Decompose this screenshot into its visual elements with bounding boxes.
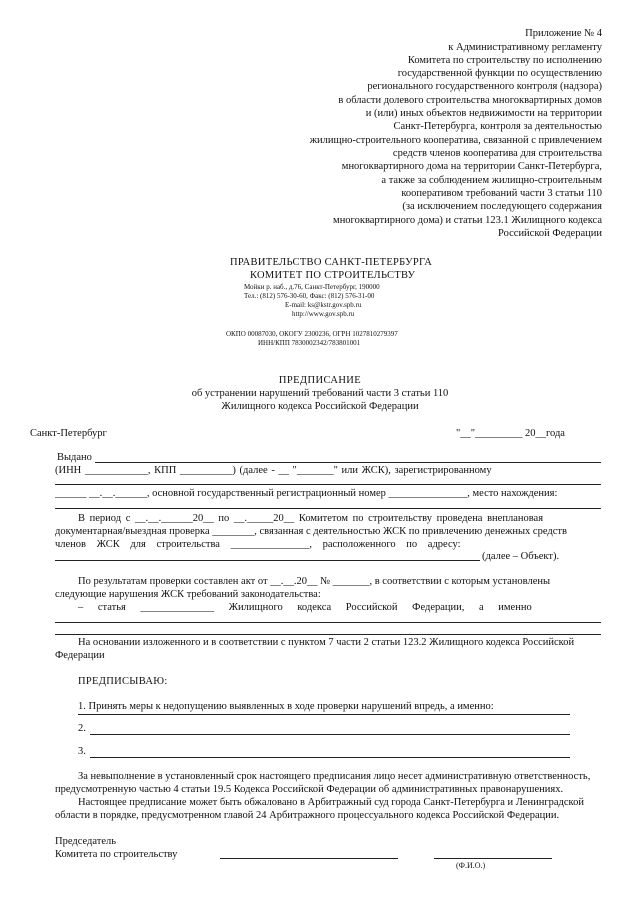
annex-line: и (или) иных объектов недвижимости на территории (365, 108, 602, 119)
signatory-role: Комитета по строительству (55, 849, 178, 860)
liability-line: области в порядке, предусмотренном главой 24 Арбитражного процессуального кодекса Российской Федерации. (55, 810, 560, 821)
annex-line: Комитета по строительству по исполнению (407, 55, 602, 66)
annex-line: кооперативом требований части 3 статьи 110 (401, 188, 602, 199)
issued-label: Выдано (57, 452, 92, 463)
period-line: членов ЖСК для строительства _______________, расположенного по адресу: (55, 539, 461, 550)
annex-line: к Административному регламенту (448, 42, 602, 53)
name-line (434, 858, 552, 859)
document-subtitle: об устранении нарушений требований части 3 статьи 110 (191, 388, 449, 399)
issued-inn-line: (ИНН ____________, КПП __________) (далее - __ "_______" или ЖСК), зарегистрированному (55, 465, 492, 476)
liability-line: За невыполнение в установленный срок настоящего предписания лицо несет административную ответственность, (78, 771, 591, 782)
blank-line (55, 508, 601, 509)
annex-line: Приложение № 4 (525, 28, 602, 39)
period-line: В период с __.__.______20__ по __._____20__ Комитетом по строительству проведена внеплановая (78, 513, 544, 524)
liability-line: предусмотренную частью 4 статьи 19.5 Кодекса Российской Федерации об административных правонарушениях. (55, 784, 564, 795)
annex-line: Российской Федерации (498, 228, 602, 239)
blank-line (55, 622, 601, 623)
government-name: ПРАВИТЕЛЬСТВО САНКТ-ПЕТЕРБУРГА (230, 257, 433, 268)
annex-line: государственной функции по осуществлению (397, 68, 602, 79)
results-line: По результатам проверки составлен акт от __.__.20__ № _______, в соответствии с которым установлены (78, 576, 551, 587)
signature-line (220, 858, 398, 859)
order-item-1: 1. Принять меры к недопущению выявленных в ходе проверки нарушений впредь, а именно: (78, 701, 494, 712)
city: Санкт-Петербург (30, 428, 107, 439)
fio-caption: (Ф.И.О.) (456, 861, 486, 870)
committee-site: http://www.gov.spb.ru (292, 310, 355, 318)
object-note: (далее – Объект). (482, 551, 560, 562)
basis-line: Федерации (55, 650, 105, 661)
blank-line (55, 634, 601, 635)
annex-line: в области долевого строительства многоквартирных домов (338, 95, 602, 106)
issued-ogrn-line: ______ __.__.______, основной государственный регистрационный номер _______________, место нахождения: (55, 488, 558, 499)
annex-line: многоквартирного дома) и статьи 123.1 Жилищного кодекса (333, 215, 602, 226)
results-line: следующие нарушения ЖСК требований законодательства: (55, 589, 321, 600)
blank-line (90, 734, 570, 735)
document-title: ПРЕДПИСАНИЕ (278, 375, 362, 386)
results-line: – статья ______________ Жилищного кодекса Российской Федерации, а именно (78, 602, 532, 613)
blank-line (78, 714, 570, 715)
committee-email: E-mail: ks@kstr.gov.spb.ru (285, 301, 362, 309)
basis-line: На основании изложенного и в соответствии с пунктом 7 части 2 статьи 123.2 Жилищного кодекса Российской (78, 637, 575, 648)
committee-okpo: ОКПО 00087030, ОКОГУ 2300236, ОГРН 1027810279397 (226, 330, 398, 338)
annex-line: (за исключением последующего содержания (402, 201, 602, 212)
annex-line: многоквартирного дома на территории Санкт-Петербурга, (341, 161, 602, 172)
annex-line: средств членов кооператива для строительства (392, 148, 602, 159)
order-item-3: 3. (78, 746, 86, 757)
issued-line (95, 462, 601, 463)
annex-line: регионального государственного контроля (надзора) (367, 81, 602, 92)
date-field: "__"_________ 20__года (456, 428, 565, 439)
committee-name: КОМИТЕТ ПО СТРОИТЕЛЬСТВУ (250, 270, 416, 281)
committee-address: Мойки р. наб., д.76, Санкт-Петербург, 190000 (244, 283, 380, 291)
order-heading: ПРЕДПИСЫВАЮ: (78, 676, 168, 687)
blank-line (55, 484, 601, 485)
annex-line: Санкт-Петербурга, контроля за деятельностью (393, 121, 602, 132)
committee-phones: Тел.: (812) 576-30-60, Факс: (812) 576-31-00 (244, 292, 375, 300)
document-subtitle: Жилищного кодекса Российской Федерации (221, 401, 419, 412)
address-line (55, 560, 480, 561)
period-line: документарная/выездная проверка ________, связанная с деятельностью ЖСК по привлечению денежных средств (55, 526, 567, 537)
annex-line: а также за соблюдением жилищно-строительным (381, 175, 602, 186)
liability-line: Настоящее предписание может быть обжаловано в Арбитражный суд города Санкт-Петербурга и Ленинградской (78, 797, 584, 808)
committee-inn: ИНН/КПП 7830002342/783801001 (258, 339, 361, 347)
blank-line (90, 757, 570, 758)
signatory-role: Председатель (55, 836, 117, 847)
order-item-2: 2. (78, 723, 86, 734)
annex-line: жилищно-строительного кооператива, связанной с привлечением (309, 135, 602, 146)
